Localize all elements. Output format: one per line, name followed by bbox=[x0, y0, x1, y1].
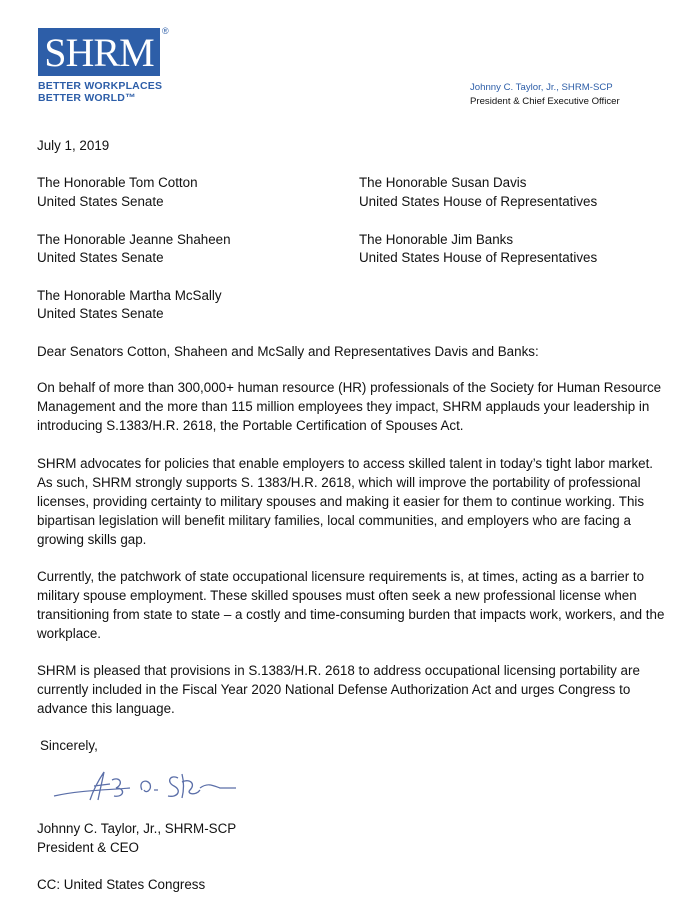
shrm-logo bbox=[38, 28, 168, 104]
logo-tagline bbox=[38, 80, 168, 104]
recipient-4-name: The Honorable Jim Banks bbox=[359, 232, 514, 247]
recipient-3-name: The Honorable Jeanne Shaheen bbox=[37, 232, 231, 247]
tagline-line-2: BETTER WORLD™ bbox=[38, 92, 136, 104]
salutation: Dear Senators Cotton, Shaheen and McSally and Representatives Davis and Banks: bbox=[37, 344, 539, 359]
cc-line: CC: United States Congress bbox=[37, 877, 206, 892]
closing: Sincerely, bbox=[40, 738, 98, 753]
recipient-5-name: The Honorable Martha McSally bbox=[37, 288, 222, 303]
executive-title: President & Chief Executive Officer bbox=[470, 96, 620, 107]
recipient-2-body: United States House of Representatives bbox=[359, 194, 598, 209]
executive-header bbox=[470, 81, 620, 109]
recipient-4-body: United States House of Representatives bbox=[359, 250, 598, 265]
recipient-1-body: United States Senate bbox=[37, 194, 164, 209]
paragraph-4: SHRM is pleased that provisions in S.1383/H.R. 2618 to address occupational licensing portability are currently included in the Fiscal Year 2020 National Defense Authorization Act and urges Congress to advance this language. bbox=[37, 663, 640, 716]
recipient-3-body: United States Senate bbox=[37, 250, 164, 265]
executive-name: Johnny C. Taylor, Jr., SHRM-SCP bbox=[470, 82, 613, 93]
signature-image bbox=[50, 760, 250, 810]
signer-title: President & CEO bbox=[37, 840, 139, 855]
recipient-1-name: The Honorable Tom Cotton bbox=[37, 175, 198, 190]
registered-mark: ® bbox=[162, 26, 169, 36]
logo-mark: SHRM bbox=[38, 28, 160, 76]
signer-name: Johnny C. Taylor, Jr., SHRM-SCP bbox=[37, 821, 237, 836]
letter-date: July 1, 2019 bbox=[37, 138, 110, 153]
recipient-5-body: United States Senate bbox=[37, 306, 164, 321]
recipient-2-name: The Honorable Susan Davis bbox=[359, 175, 527, 190]
paragraph-3: Currently, the patchwork of state occupational licensure requirements is, at times, acting as a barrier to military spouse employment. These skilled spouses must often seek a new professional license when transitioning from state to state – a costly and time-consuming burden that impacts work, workers, and the workplace. bbox=[37, 569, 665, 641]
paragraph-2: SHRM advocates for policies that enable employers to access skilled talent in today’s tight labor market. As such, SHRM strongly supports S. 1383/H.R. 2618, which will improve the portability of professional licenses, providing certainty to military spouses and making it easier for them to continue working. This bipartisan legislation will benefit military families, local communities, and employers who are facing a growing skills gap. bbox=[37, 456, 654, 547]
paragraph-1: On behalf of more than 300,000+ human resource (HR) professionals of the Society for Human Resource Management and the more than 115 million employees they impact, SHRM applauds your leadership in introducing S.1383/H.R. 2618, the Portable Certification of Spouses Act. bbox=[37, 380, 662, 433]
tagline-line-1: BETTER WORKPLACES bbox=[38, 80, 163, 92]
